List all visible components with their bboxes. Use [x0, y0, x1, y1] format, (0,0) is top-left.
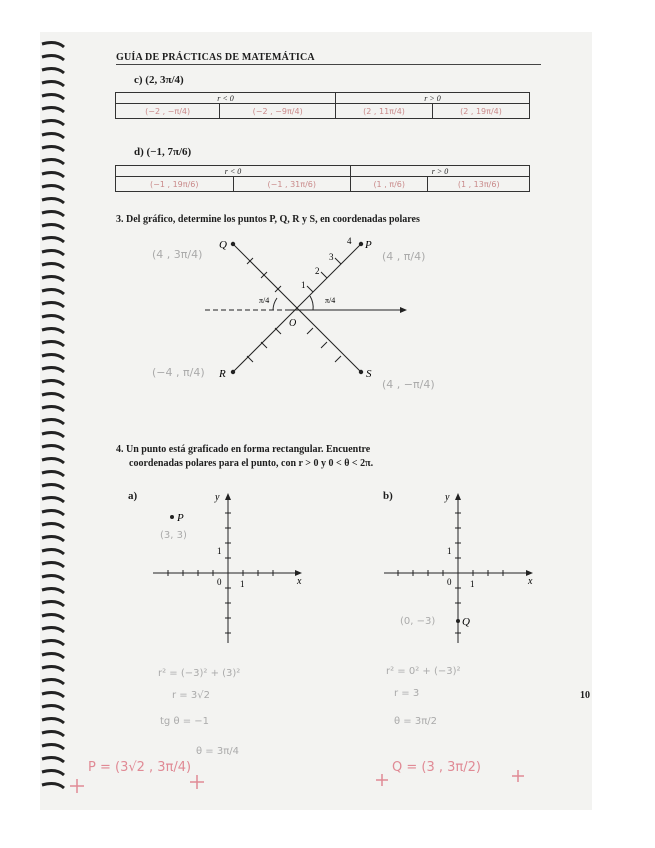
q4-line2: coordenadas polares para el punto, con r > 0 y 0 < θ < 2π.	[129, 458, 374, 469]
x-axis-label: x	[528, 576, 533, 587]
point-p	[359, 242, 363, 246]
angle-arc-left	[273, 298, 277, 310]
q4b-coords: (0, −3)	[400, 616, 436, 627]
origin-label: 0	[447, 577, 452, 587]
q4a-label: a)	[128, 490, 138, 502]
angle-label-left: π/4	[259, 296, 270, 305]
label-p: P	[365, 239, 372, 251]
angle-label-right: π/4	[325, 296, 336, 305]
point-p	[170, 515, 174, 519]
tick-label-4: 4	[347, 236, 352, 246]
q4a-work-1: r² = (−3)² + (3)²	[158, 668, 241, 679]
q3-text: 3. Del gráfico, determine los puntos P, Q, R y S, en coordenadas polares	[116, 214, 420, 225]
y-arrow-icon	[225, 493, 231, 500]
col-r-positive: r > 0	[336, 93, 530, 104]
origin-label: 0	[217, 577, 222, 587]
label-s: S	[366, 368, 372, 380]
point-q	[456, 619, 460, 623]
q4b-label: b)	[383, 490, 393, 502]
answer-cell: (2 , 11π/4)	[336, 104, 433, 119]
answer-cell: (−2 , −π/4)	[116, 104, 220, 119]
answer-p: (4 , π/4)	[382, 250, 426, 263]
q4a-axes	[145, 488, 315, 648]
q4b-work-2: r = 3	[394, 688, 420, 699]
angle-arc-right	[310, 296, 313, 310]
part-c-label: c) (2, 3π/4)	[134, 74, 184, 86]
answer-r: (−4 , π/4)	[152, 366, 205, 379]
x-tick-1: 1	[240, 579, 245, 589]
arrow-icon	[400, 307, 407, 313]
answer-cell: (−2 , −9π/4)	[220, 104, 336, 119]
part-c-table	[115, 92, 530, 119]
answer-q: (4 , 3π/4)	[152, 248, 203, 261]
y-tick-1: 1	[217, 546, 222, 556]
q4b-work-1: r² = 0² + (−3)²	[386, 666, 461, 677]
q4-line1: 4. Un punto está graficado en forma rectangular. Encuentre	[116, 444, 371, 455]
label-r: R	[219, 368, 226, 380]
page-number: 10	[580, 690, 590, 701]
col-r-negative: r < 0	[116, 93, 336, 104]
part-d-label: d) (−1, 7π/6)	[134, 146, 192, 158]
q4b-work-3: θ = 3π/2	[394, 716, 437, 727]
label-q: Q	[219, 239, 227, 251]
label-p: P	[177, 512, 184, 524]
q4a-answer: P = (3√2 , 3π/4)	[88, 760, 192, 775]
q4a-coords: (3, 3)	[160, 530, 187, 541]
notebook-page	[40, 32, 592, 810]
label-q: Q	[462, 616, 470, 628]
point-s	[359, 370, 363, 374]
y-axis-label: y	[215, 492, 220, 503]
part-d-table	[115, 165, 530, 192]
answer-cell: (2 , 19π/4)	[433, 104, 530, 119]
q4b-answer: Q = (3 , 3π/2)	[392, 760, 481, 775]
page-header: GUÍA DE PRÁCTICAS DE MATEMÁTICA	[116, 52, 541, 65]
y-axis-label: y	[445, 492, 450, 503]
y-arrow-icon	[455, 493, 461, 500]
tick-label-2: 2	[315, 266, 320, 276]
x-axis-label: x	[297, 576, 302, 587]
answer-cell: (−1 , 31π/6)	[233, 177, 351, 192]
answer-cell: (1 , π/6)	[351, 177, 428, 192]
answer-s: (4 , −π/4)	[382, 378, 435, 391]
y-tick-1: 1	[447, 546, 452, 556]
col-r-negative: r < 0	[116, 166, 351, 177]
answer-cell: (−1 , 19π/6)	[116, 177, 234, 192]
q4a-work-4: θ = 3π/4	[196, 746, 239, 757]
spiral-binding-icon	[38, 40, 68, 800]
tick-label-1: 1	[301, 280, 306, 290]
x-tick-1: 1	[470, 579, 475, 589]
label-origin: O	[289, 318, 297, 329]
col-r-positive: r > 0	[351, 166, 530, 177]
point-r	[231, 370, 235, 374]
answer-cell: (1 , 13π/6)	[428, 177, 530, 192]
point-q	[231, 242, 235, 246]
q4a-work-2: r = 3√2	[172, 690, 210, 701]
tick-label-3: 3	[329, 252, 334, 262]
q4a-work-3: tg θ = −1	[160, 716, 210, 727]
